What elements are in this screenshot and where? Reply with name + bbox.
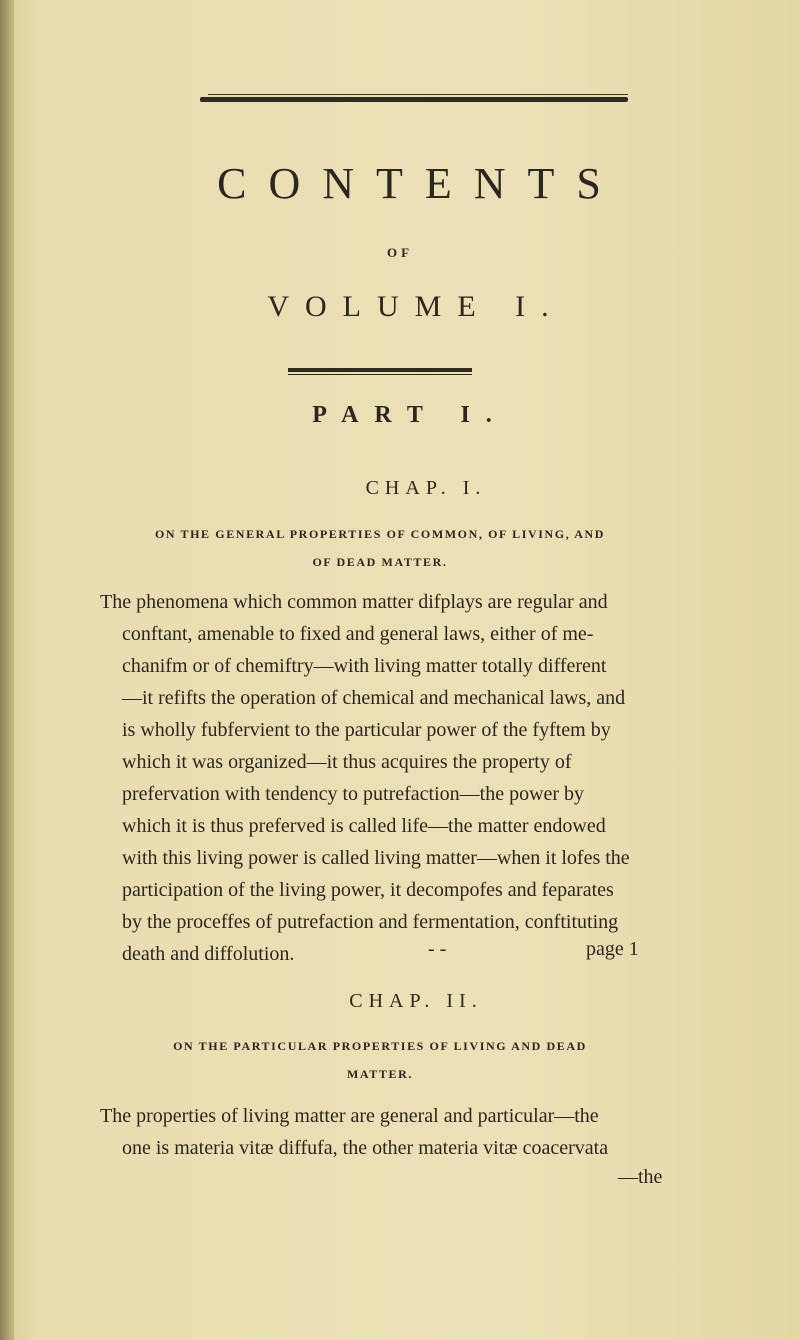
contents-title: CONTENTS (217, 159, 623, 208)
summary-line: which it was organized—it thus acquires the property of (122, 751, 572, 773)
top-rule (200, 97, 628, 102)
summary-line: is wholly fubfervient to the particular power of the fyftem by (122, 719, 611, 741)
summary-line: The properties of living matter are general and particular—the (100, 1105, 599, 1127)
chapter-2-summary (100, 1100, 666, 1164)
summary-line: by the proceffes of putrefaction and fermentation, conftituting (122, 911, 619, 933)
leader-dashes: - - (428, 938, 447, 960)
chapter-1-heading-line: OF DEAD MATTER. (312, 555, 448, 569)
chapter-1-heading-line: ON THE GENERAL PROPERTIES OF COMMON, OF LIVING, AND (154, 527, 606, 541)
chapter-2-heading-line: ON THE PARTICULAR PROPERTIES OF LIVING AND DEAD (173, 1039, 587, 1053)
summary-line: The phenomena which common matter difplays are regular and (100, 591, 608, 613)
summary-line: which it is thus preferved is called life—the matter endowed (122, 815, 606, 837)
summary-line: conftant, amenable to fixed and general laws, either of me- (122, 623, 594, 645)
summary-line: chanifm or of chemiftry—with living matter totally different (122, 655, 607, 677)
summary-line: participation of the living power, it decompofes and feparates (122, 879, 614, 901)
chapter-1-heading (100, 520, 660, 576)
top-rule-thin (208, 94, 628, 95)
of-label: OF (386, 245, 414, 260)
summary-line: one is materia vitæ diffufa, the other materia vitæ coacervata (122, 1137, 609, 1159)
catchword: —the (618, 1166, 663, 1188)
summary-line: prefervation with tendency to putrefaction—the power by (122, 783, 585, 805)
summary-line: death and diffolution. (122, 943, 295, 965)
chapter-2-heading (100, 1032, 660, 1088)
chapter-1-summary (100, 586, 662, 970)
chapter-1-label: CHAP. I. (365, 477, 487, 499)
part-label: PART I. (312, 402, 508, 428)
summary-line: —it refifts the operation of chemical and mechanical laws, and (122, 687, 626, 709)
page-reference: page 1 (586, 938, 639, 960)
chapter-2-heading-line: MATTER. (347, 1067, 413, 1081)
chapter-2-label: CHAP. II. (349, 990, 483, 1012)
middle-rule (288, 368, 472, 372)
middle-rule-thin (288, 374, 472, 375)
summary-line: with this living power is called living matter—when it lofes the (122, 847, 630, 869)
volume-label: VOLUME I. (267, 290, 565, 323)
